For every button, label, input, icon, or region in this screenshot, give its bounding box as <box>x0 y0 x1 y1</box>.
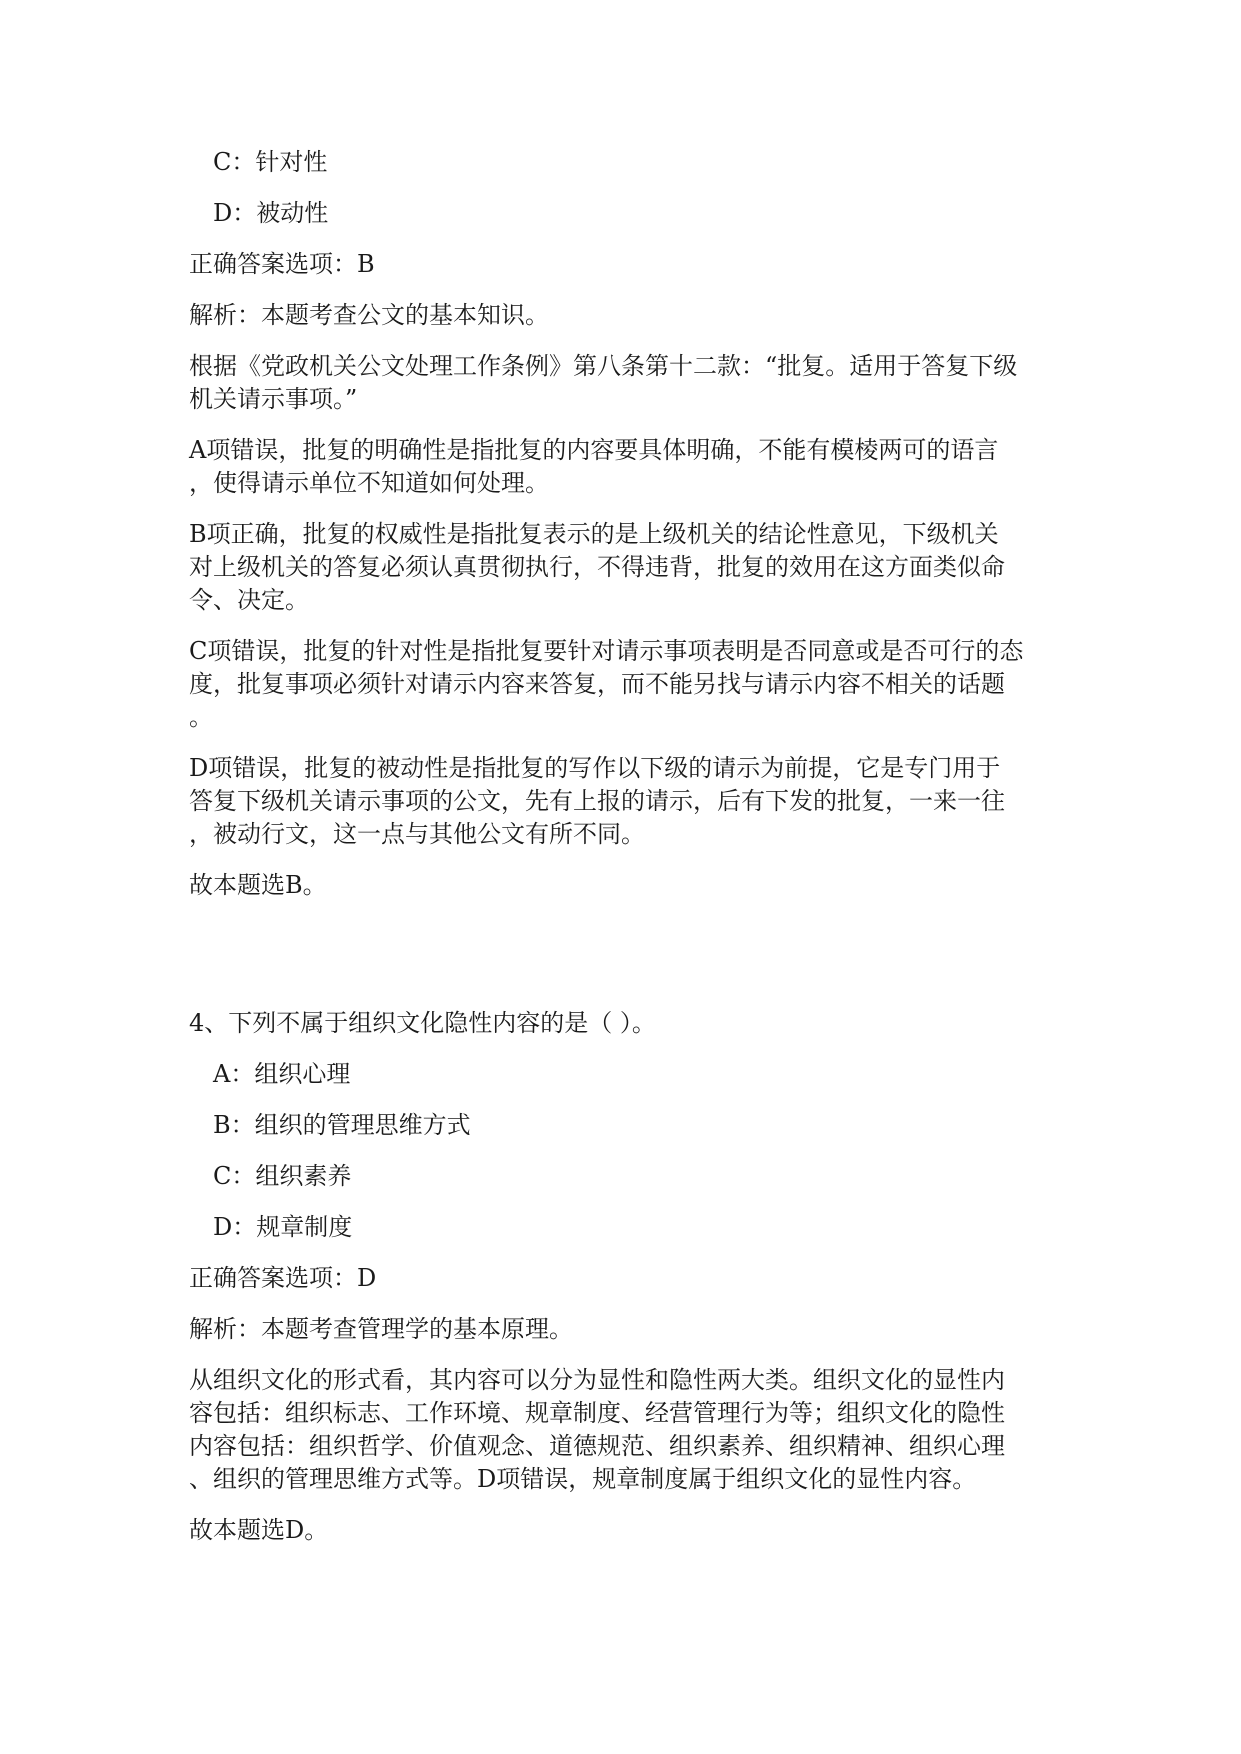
q4-analysis-body: 容包括：组织标志、工作环境、规章制度、经营管理行为等；组织文化的隐性 <box>189 1399 1005 1427</box>
q3-option-a-analysis: ，使得请示单位不知道如何处理。 <box>189 469 549 497</box>
q3-option-a-analysis: A项错误，批复的明确性是指批复的内容要具体明确，不能有模棱两可的语言 <box>189 436 999 464</box>
q3-option-d-analysis: 答复下级机关请示事项的公文，先有上报的请示，后有下发的批复，一来一往 <box>189 787 1005 815</box>
q3-conclusion: 故本题选B。 <box>189 871 327 899</box>
q3-basis-line: 机关请示事项。” <box>189 385 358 413</box>
q3-option-c: C：针对性 <box>213 148 328 176</box>
q3-option-c-analysis: 。 <box>189 703 213 731</box>
q3-option-c-analysis: C项错误，批复的针对性是指批复要针对请示事项表明是否同意或是否可行的态 <box>189 637 1024 665</box>
q4-answer: 正确答案选项：D <box>189 1264 377 1292</box>
q4-analysis-body: 从组织文化的形式看，其内容可以分为显性和隐性两大类。组织文化的显性内 <box>189 1366 1005 1394</box>
q4-option-b: B：组织的管理思维方式 <box>213 1111 471 1139</box>
q3-answer: 正确答案选项：B <box>189 250 375 278</box>
q3-option-b-analysis: 对上级机关的答复必须认真贯彻执行，不得违背，批复的效用在这方面类似命 <box>189 553 1005 581</box>
q4-option-d: D：规章制度 <box>213 1213 353 1241</box>
q3-option-b-analysis: 令、决定。 <box>189 586 309 614</box>
q3-option-d: D：被动性 <box>213 199 329 227</box>
q3-option-c-analysis: 度，批复事项必须针对请示内容来答复，而不能另找与请示内容不相关的话题 <box>189 670 1005 698</box>
q4-analysis-body: 、组织的管理思维方式等。D项错误，规章制度属于组织文化的显性内容。 <box>189 1465 977 1493</box>
q4-analysis-intro: 解析：本题考查管理学的基本原理。 <box>189 1315 573 1343</box>
q3-analysis-intro: 解析：本题考查公文的基本知识。 <box>189 301 549 329</box>
q4-option-c: C：组织素养 <box>213 1162 352 1190</box>
q4-option-a: A：组织心理 <box>213 1060 351 1088</box>
q3-option-d-analysis: ，被动行文，这一点与其他公文有所不同。 <box>189 820 645 848</box>
q3-basis-line: 根据《党政机关公文处理工作条例》第八条第十二款：“批复。适用于答复下级 <box>189 352 1018 380</box>
q3-option-b-analysis: B项正确，批复的权威性是指批复表示的是上级机关的结论性意见，下级机关 <box>189 520 999 548</box>
q4-conclusion: 故本题选D。 <box>189 1516 329 1544</box>
q4-question: 4、下列不属于组织文化隐性内容的是（ ）。 <box>189 1009 656 1037</box>
q4-analysis-body: 内容包括：组织哲学、价值观念、道德规范、组织素养、组织精神、组织心理 <box>189 1432 1005 1460</box>
q3-option-d-analysis: D项错误，批复的被动性是指批复的写作以下级的请示为前提，它是专门用于 <box>189 754 1001 782</box>
